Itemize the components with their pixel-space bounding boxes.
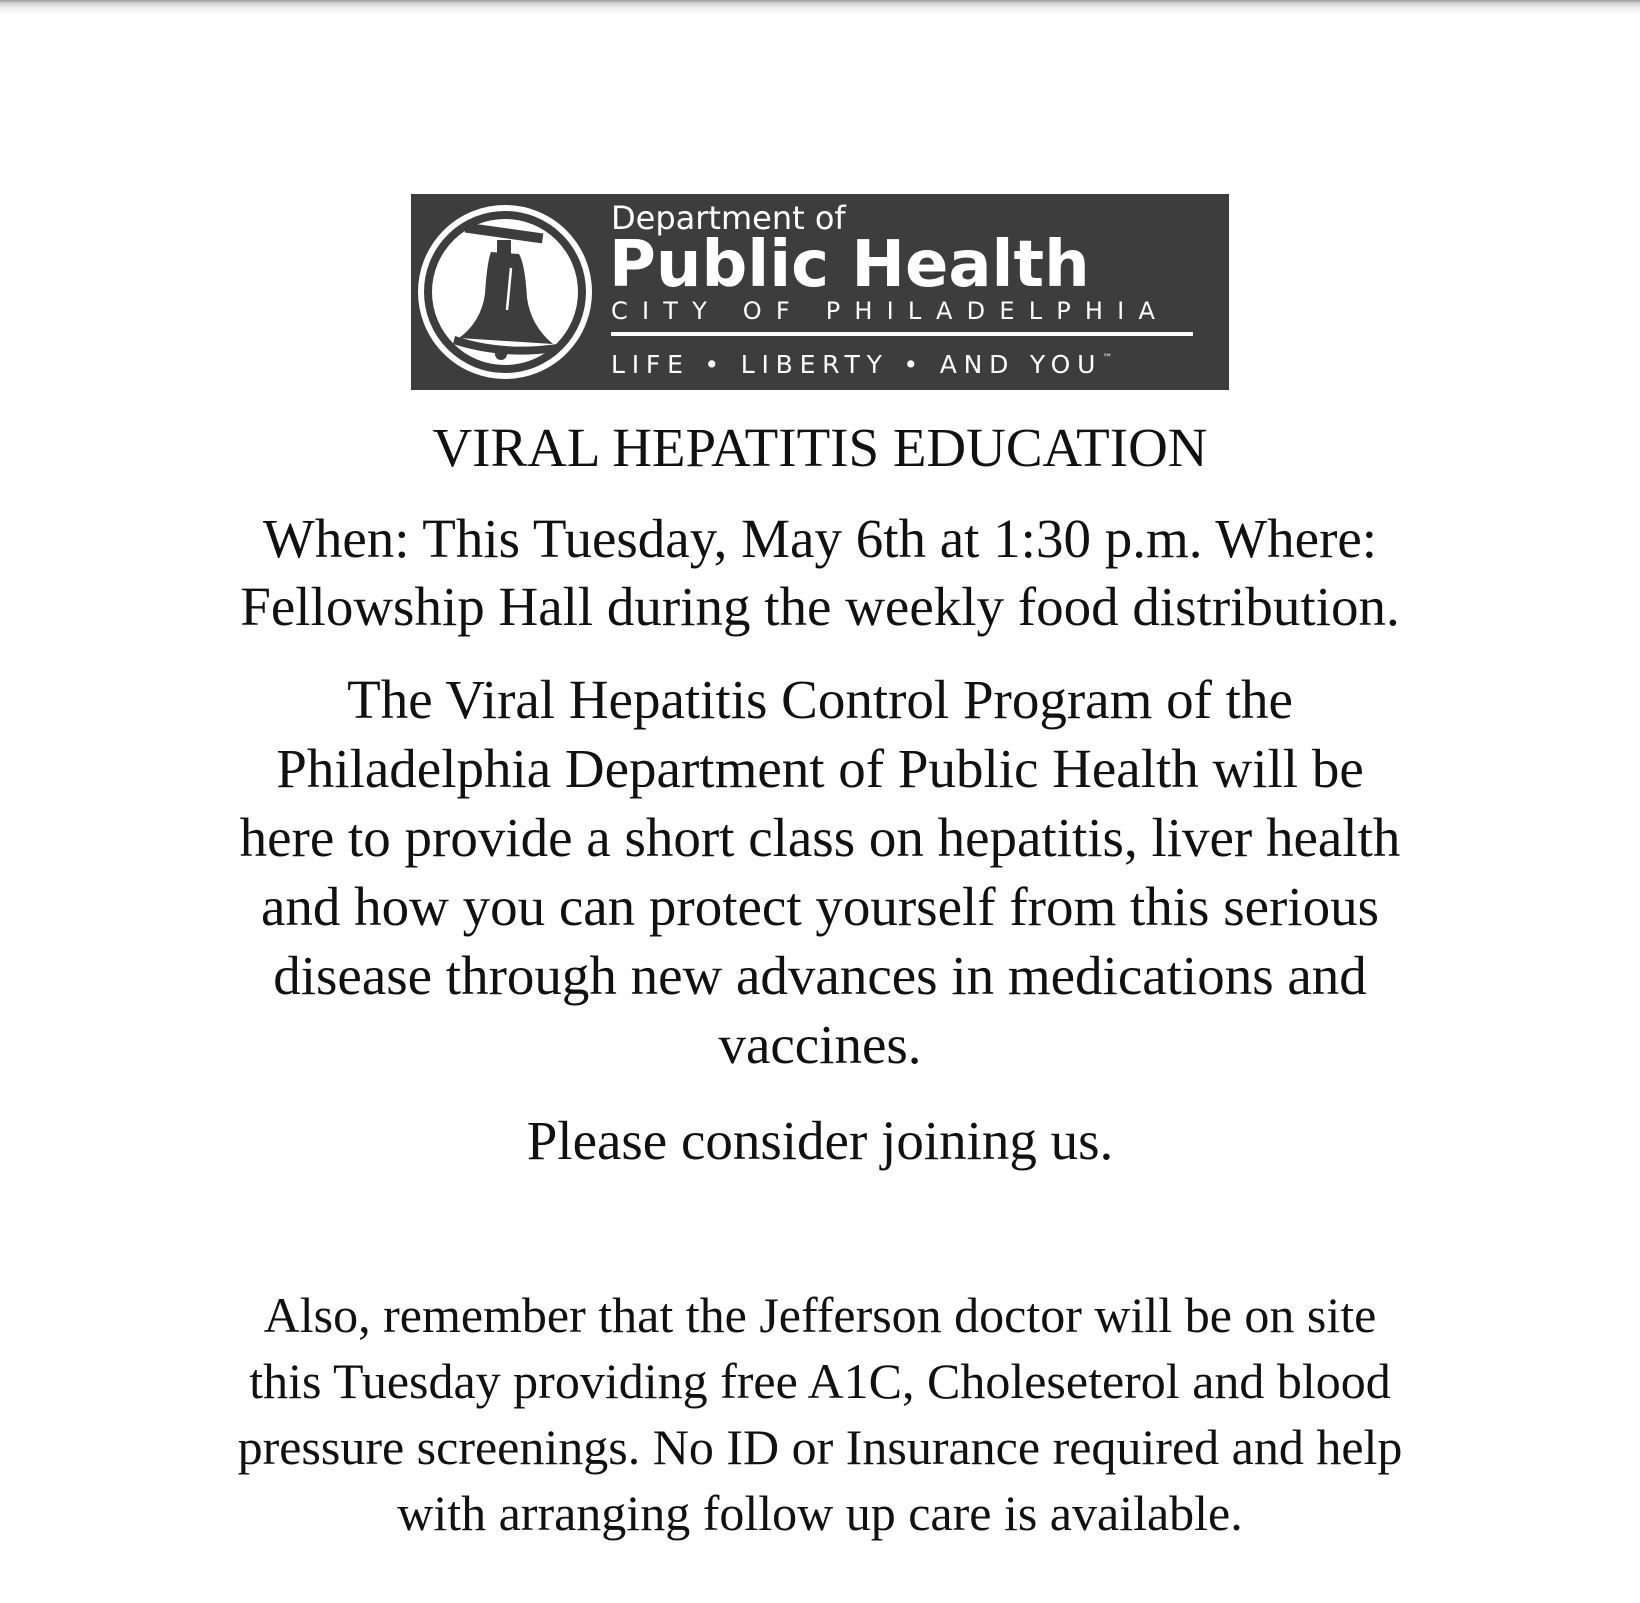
liberty-bell-icon	[415, 202, 595, 382]
top-edge-shadow	[0, 0, 1640, 14]
logo-divider	[611, 332, 1193, 336]
description-line: The Viral Hepatitis Control Program of the	[347, 669, 1293, 730]
description-line: here to provide a short class on hepatitis, liver health	[239, 807, 1401, 868]
description-line: vaccines.	[718, 1014, 922, 1075]
notice-line: pressure screenings. No ID or Insurance required and help	[237, 1419, 1403, 1475]
logo-motto-text: LIFE • LIBERTY • AND YOU	[611, 350, 1103, 379]
program-description	[0, 665, 1640, 1079]
invitation-text: Please consider joining us.	[526, 1110, 1114, 1171]
logo-public-health: Public Health	[609, 228, 1090, 302]
page-title: VIRAL HEPATITIS EDUCATION	[432, 417, 1208, 478]
notice-line: Also, remember that the Jefferson doctor will be on site	[263, 1287, 1377, 1343]
logo-city-line: CITY OF PHILADELPHIA	[611, 297, 1170, 325]
health-department-logo	[411, 194, 1229, 390]
description-line: and how you can protect yourself from this serious	[260, 876, 1380, 937]
event-where-line: Fellowship Hall during the weekly food distribution.	[240, 576, 1400, 637]
notice-line: with arranging follow up care is available.	[397, 1485, 1243, 1541]
screening-notice	[0, 1282, 1640, 1546]
description-line: Philadelphia Department of Public Health will be	[276, 738, 1364, 799]
notice-line: this Tuesday providing free A1C, Choleseterol and blood	[249, 1353, 1391, 1409]
trademark-symbol: ™	[1102, 353, 1113, 364]
event-when-line: When: This Tuesday, May 6th at 1:30 p.m. Where:	[262, 508, 1378, 569]
event-details	[0, 505, 1640, 641]
description-line: disease through new advances in medications and	[273, 945, 1367, 1006]
logo-motto	[611, 344, 1112, 380]
logo-department-line: Department of	[611, 199, 846, 237]
